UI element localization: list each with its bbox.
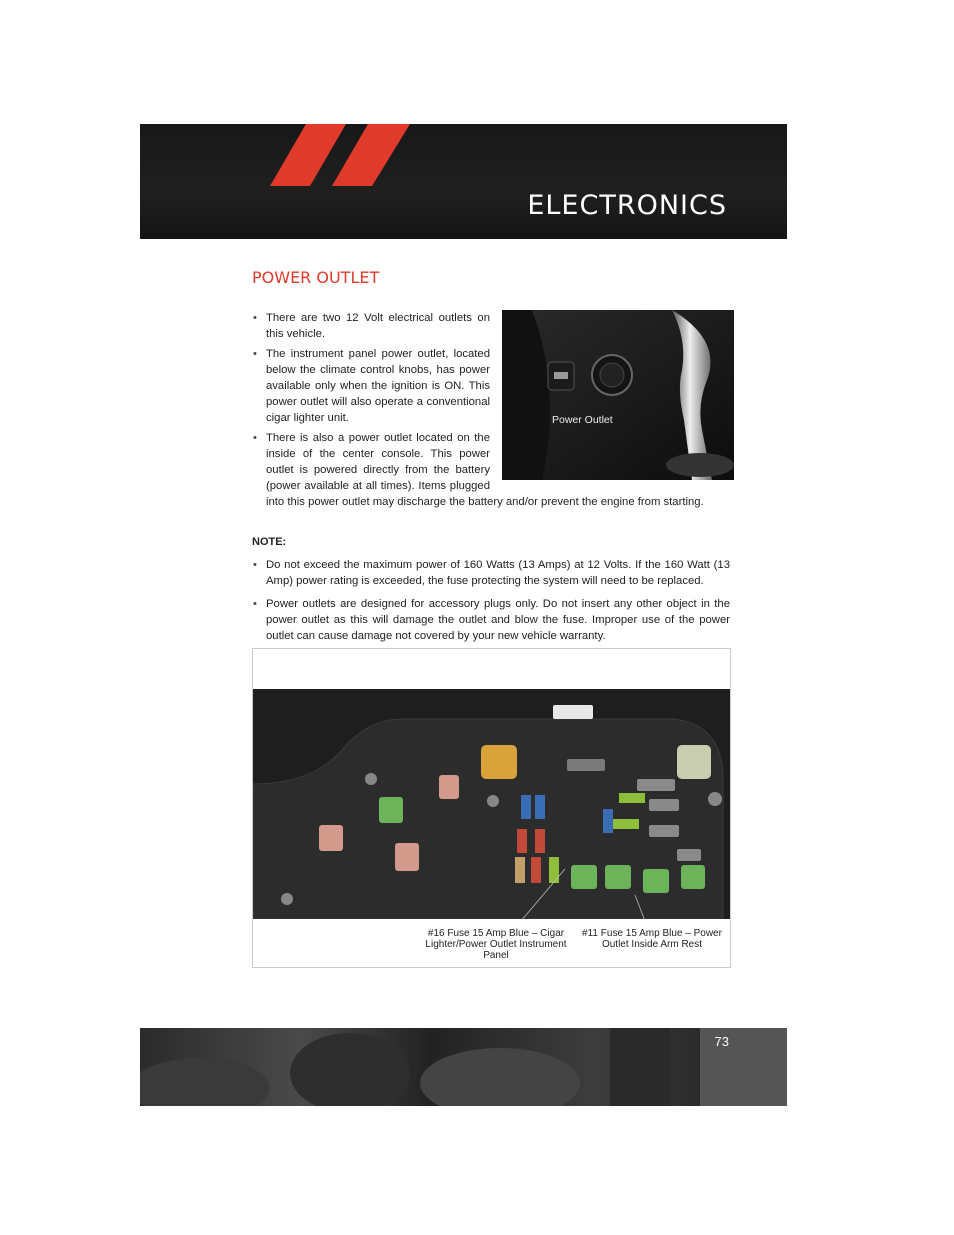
- brand-stripes-icon: [270, 124, 430, 186]
- fuse-box-figure: [252, 648, 731, 968]
- note-bullet: • Do not exceed the maximum power of 160 Watts (13 Amps) at 12 Volts. If the 160 Watt (13 Amp) power rating is exceeded, the fuse protecting the system will need to be replaced.: [252, 557, 730, 589]
- intro-bullet: • There is also a power outlet located on the inside of the center console. This power outlet is powered directly from the battery (power available at all times). Items plugged into this power outlet may discharge the battery and/or prevent the engine from starting.: [252, 430, 734, 510]
- note-list: [252, 557, 730, 651]
- fuse-16-caption: #16 Fuse 15 Amp Blue – Cigar Lighter/Power Outlet Instrument Panel: [425, 928, 567, 961]
- footer-photo-icon: [140, 1028, 787, 1106]
- page-subheading: POWER OUTLET: [252, 268, 380, 287]
- intro-bullet: • The instrument panel power outlet, located below the climate control knobs, has power available only when the ignition is ON. This power outlet will also operate a conventional cigar lighter unit.: [252, 346, 734, 426]
- fuse-box-photo-icon: [253, 689, 730, 919]
- header-band: [140, 124, 787, 239]
- section-title: ELECTRONICS: [527, 190, 727, 221]
- fuse-11-caption: #11 Fuse 15 Amp Blue – Power Outlet Inside Arm Rest: [582, 928, 722, 950]
- intro-bullet: • There are two 12 Volt electrical outlets on this vehicle.: [252, 310, 734, 342]
- intro-content: [252, 310, 734, 514]
- footer-band: [140, 1028, 787, 1106]
- power-outlet-label: Power Outlet: [552, 414, 613, 426]
- page-number: 73: [714, 1034, 729, 1049]
- note-bullet: • Power outlets are designed for accessory plugs only. Do not insert any other object in the power outlet as this will damage the outlet and blow the fuse. Improper use of the power outlet can cause damage not covered by your new vehicle warranty.: [252, 596, 730, 644]
- note-label: NOTE:: [252, 536, 287, 548]
